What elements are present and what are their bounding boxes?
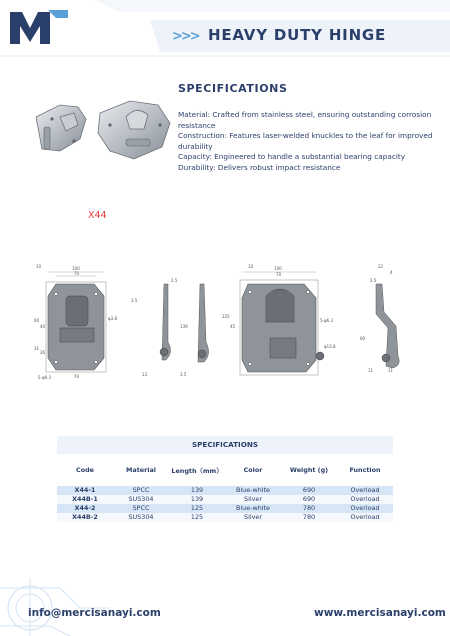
header-code: Code — [57, 454, 113, 486]
header-weight: Weight (g) — [281, 454, 337, 486]
spec-durability: Durability: Delivers robust impact resistance — [178, 162, 341, 172]
title-chevrons: >>> — [172, 29, 199, 44]
cell-function: Overload — [337, 495, 393, 504]
cell-color: Blue-white — [225, 486, 281, 495]
footer-decoration — [0, 548, 110, 636]
dim-label: 2.5 — [171, 278, 178, 283]
table-header-row — [57, 454, 393, 486]
merco-logo — [8, 8, 72, 48]
dim-label: 139 — [180, 324, 188, 329]
cell-color: Silver — [225, 513, 281, 522]
dim-label: 5-φ6.3 — [320, 318, 333, 323]
cell-weight: 780 — [281, 513, 337, 522]
logo-text: MERCO — [42, 12, 50, 43]
spec-table — [57, 454, 393, 522]
cell-weight: 690 — [281, 486, 337, 495]
right-side-view — [376, 284, 399, 368]
dim-label: φ3.8 — [108, 316, 117, 321]
cell-function: Overload — [337, 504, 393, 513]
cell-material: SPCC — [113, 504, 169, 513]
hinge-product-photo — [30, 95, 175, 165]
left-side-views — [160, 284, 209, 362]
cell-code: X44-1 — [57, 486, 113, 495]
cell-color: Silver — [225, 495, 281, 504]
table-row — [57, 513, 393, 522]
dim-label: 10 — [248, 264, 254, 269]
spec-construction: Construction: Features laser-welded knuckles to the leaf for improved durability — [178, 131, 433, 151]
table-row — [57, 495, 393, 504]
footer-email[interactable]: info@mercisanayi.com — [28, 607, 161, 619]
dim-label: 70 — [74, 271, 80, 276]
dim-label: 26 — [40, 350, 46, 355]
cell-function: Overload — [337, 513, 393, 522]
page-title: HEAVY DUTY HINGE — [208, 26, 387, 44]
cell-length: 125 — [169, 513, 225, 522]
dim-label: 40 — [40, 324, 46, 329]
cell-code: X44-2 — [57, 504, 113, 513]
cell-length: 125 — [169, 504, 225, 513]
dim-label: 45 — [230, 324, 236, 329]
header-function: Function — [337, 454, 393, 486]
cell-material: SUS304 — [113, 495, 169, 504]
dim-label: 11 — [368, 368, 374, 373]
dim-label: 31 — [34, 346, 40, 351]
spec-material: Material: Crafted from stainless steel, ensuring outstanding corrosion resistance — [178, 110, 432, 130]
dim-label: 22 — [378, 264, 384, 269]
specifications-table — [57, 436, 393, 522]
cell-length: 139 — [169, 495, 225, 504]
cell-length: 139 — [169, 486, 225, 495]
specifications-heading: SPECIFICATIONS — [178, 82, 288, 95]
cell-code: X44B-1 — [57, 495, 113, 504]
footer-website[interactable]: www.mercisanayi.com — [314, 607, 446, 619]
technical-drawings — [34, 262, 414, 382]
dim-label: 13 — [142, 372, 148, 377]
left-front-view — [46, 272, 106, 372]
header-length: Length（mm） — [169, 454, 225, 486]
cell-material: SUS304 — [113, 513, 169, 522]
dim-label: 100 — [274, 266, 282, 271]
specifications-list — [178, 110, 440, 174]
dim-label: 70 — [276, 272, 282, 277]
dim-label: 10 — [36, 264, 42, 269]
dim-label: 11 — [388, 368, 394, 373]
header-material: Material — [113, 454, 169, 486]
right-front-view — [240, 272, 324, 375]
dim-label: 4 — [390, 270, 393, 275]
cell-color: Blue-white — [225, 504, 281, 513]
table-title: SPECIFICATIONS — [57, 436, 393, 454]
table-row — [57, 504, 393, 513]
cell-weight: 690 — [281, 495, 337, 504]
cell-code: X44B-2 — [57, 513, 113, 522]
dim-label: 125 — [222, 314, 230, 319]
model-code: X44 — [88, 210, 107, 221]
cell-function: Overload — [337, 486, 393, 495]
dim-label: 60 — [34, 318, 40, 323]
dim-label: 100 — [72, 266, 80, 271]
table-row — [57, 486, 393, 495]
dim-label: φ13.8 — [324, 344, 336, 349]
dim-label: 60 — [360, 336, 366, 341]
dim-label: 70 — [74, 374, 80, 379]
cell-weight: 780 — [281, 504, 337, 513]
cell-material: SPCC — [113, 486, 169, 495]
dim-label: 3.5 — [131, 298, 138, 303]
dim-label: 5-φ6.3 — [38, 375, 51, 380]
dim-label: 3.5 — [180, 372, 187, 377]
spec-capacity: Capacity: Engineered to handle a substantial bearing capacity — [178, 152, 406, 162]
dim-label: 2.5 — [370, 278, 377, 283]
header-color: Color — [225, 454, 281, 486]
